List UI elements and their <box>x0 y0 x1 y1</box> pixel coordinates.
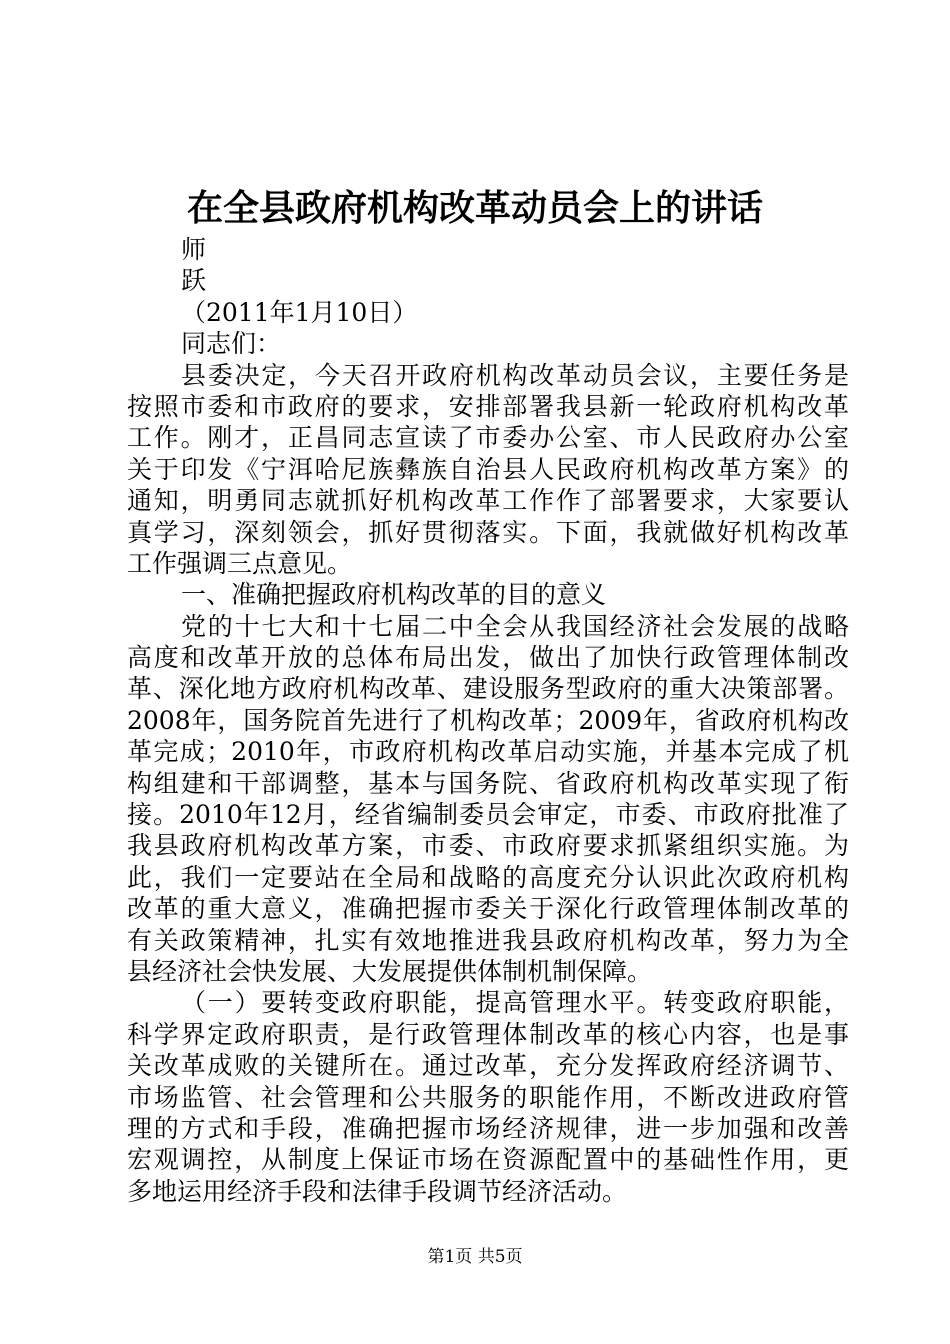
paragraph-line: （一）要转变政府职能，提高管理水平。转变政府职能， <box>181 988 849 1018</box>
paragraph-line: 科学界定政府职责，是行政管理体制改革的核心内容，也是事 <box>127 1019 849 1049</box>
speech-date: （2011年1月10日） <box>181 297 418 327</box>
paragraph-line: 关于印发《宁洱哈尼族彝族自治县人民政府机构改革方案》的 <box>127 454 849 484</box>
paragraph-line: 县经济社会快发展、大发展提供体制机制保障。 <box>127 956 653 986</box>
paragraph-line: 我县政府机构改革方案，市委、市政府要求抓紧组织实施。为 <box>127 831 849 861</box>
paragraph-line: 理的方式和手段，准确把握市场经济规律，进一步加强和改善 <box>127 1113 849 1143</box>
salutation: 同志们： <box>181 329 282 359</box>
paragraph-line: 构组建和干部调整，基本与国务院、省政府机构改革实现了衔 <box>127 768 849 798</box>
paragraph-line: 通知，明勇同志就抓好机构改革工作作了部署要求，大家要认 <box>127 486 849 516</box>
paragraph-line: 接。2010年12月，经省编制委员会审定，市委、市政府批准了 <box>127 800 849 830</box>
paragraph-line: 有关政策精神，扎实有效地推进我县政府机构改革，努力为全 <box>127 925 849 955</box>
paragraph-line: 革、深化地方政府机构改革、建设服务型政府的重大决策部署。 <box>127 674 849 704</box>
paragraph-line: 宏观调控，从制度上保证市场在资源配置中的基础性作用，更 <box>127 1145 849 1175</box>
paragraph-line: 关改革成败的关键所在。通过改革，充分发挥政府经济调节、 <box>127 1051 849 1081</box>
paragraph-line: 党的十七大和十七届二中全会从我国经济社会发展的战略 <box>181 611 849 641</box>
paragraph-line: 革完成；2010年，市政府机构改革启动实施，并基本完成了机 <box>127 737 849 767</box>
paragraph-line: 工作。刚才，正昌同志宣读了市委办公室、市人民政府办公室 <box>127 423 849 453</box>
paragraph-line: 真学习，深刻领会，抓好贯彻落实。下面，我就做好机构改革 <box>127 517 849 547</box>
paragraph-line: 改革的重大意义，准确把握市委关于深化行政管理体制改革的 <box>127 894 849 924</box>
paragraph-line: 高度和改革开放的总体布局出发，做出了加快行政管理体制改 <box>127 643 849 673</box>
section-heading: 一、准确把握政府机构改革的目的意义 <box>181 580 607 610</box>
author-line: 师 <box>181 235 207 264</box>
paragraph-line: 市场监管、社会管理和公共服务的职能作用，不断改进政府管 <box>127 1082 849 1112</box>
author-line: 跃 <box>181 266 207 296</box>
document-body <box>127 234 849 1207</box>
paragraph-line: 县委决定，今天召开政府机构改革动员会议，主要任务是 <box>181 360 849 390</box>
page-footer: 第1页 共5页 <box>427 1247 523 1267</box>
paragraph-line: 工作强调三点意见。 <box>127 548 353 578</box>
paragraph-line: 按照市委和市政府的要求，安排部署我县新一轮政府机构改革 <box>127 391 849 421</box>
paragraph-line: 2008年，国务院首先进行了机构改革；2009年，省政府机构改 <box>127 705 849 735</box>
paragraph-line: 此，我们一定要站在全局和战略的高度充分认识此次政府机构 <box>127 862 849 892</box>
paragraph-line: 多地运用经济手段和法律手段调节经济活动。 <box>127 1176 628 1206</box>
document-title: 在全县政府机构改革动员会上的讲话 <box>186 187 763 229</box>
